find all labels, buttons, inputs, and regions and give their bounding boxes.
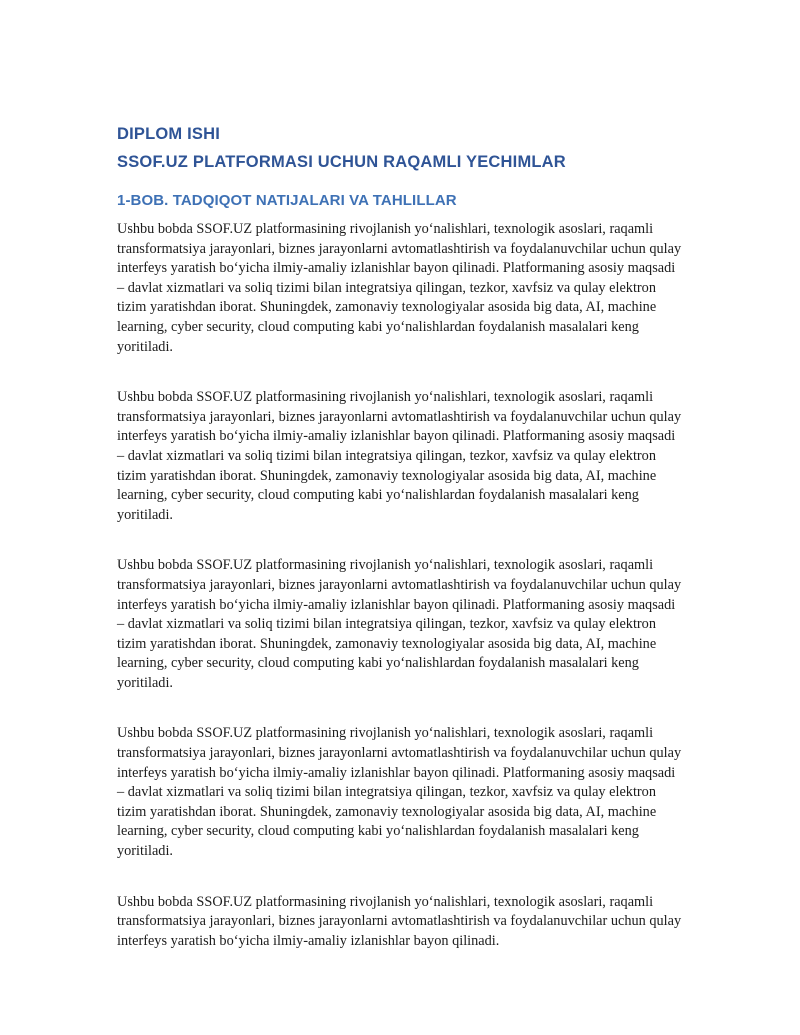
paragraph-2: Ushbu bobda SSOF.UZ platformasining rivojlanish yoʻnalishlari, texnologik asoslari, raqamli transformatsiya jarayonlari, biznes jarayonlarni avtomatlashtirish va foydalanuvchilar uchun qulay interfeys yaratish boʻyicha ilmiy-amaliy izlanishlar bayon qilinadi. Platformaning asosiy maqsadi – davlat xizmatlari va soliq tizimi bilan integratsiya qilingan, tezkor, xavfsiz va qulay elektron tizim yaratishdan iborat. Shuningdek, zamonaviy texnologiyalar asosida big data, AI, machine learning, cyber security, cloud computing kabi yoʻnalishlardan foydalanish masalalari keng yoritiladi.: [117, 389, 682, 523]
paragraph-5: Ushbu bobda SSOF.UZ platformasining rivojlanish yoʻnalishlari, texnologik asoslari, raqamli transformatsiya jarayonlari, biznes jarayonlarni avtomatlashtirish va foydalanuvchilar uchun qulay interfeys yaratish boʻyicha ilmiy-amaliy izlanishlar bayon qilinadi.: [117, 893, 682, 949]
section-heading-chapter-1: 1-BOB. TADQIQOT NATIJALARI VA TAHLILLAR: [117, 192, 457, 209]
paragraph-1: Ushbu bobda SSOF.UZ platformasining rivojlanish yoʻnalishlari, texnologik asoslari, raqamli transformatsiya jarayonlari, biznes jarayonlarni avtomatlashtirish va foydalanuvchilar uchun qulay interfeys yaratish boʻyicha ilmiy-amaliy izlanishlar bayon qilinadi. Platformaning asosiy maqsadi – davlat xizmatlari va soliq tizimi bilan integratsiya qilingan, tezkor, xavfsiz va qulay elektron tizim yaratishdan iborat. Shuningdek, zamonaviy texnologiyalar asosida big data, AI, machine learning, cyber security, cloud computing kabi yoʻnalishlardan foydalanish masalalari keng yoritiladi.: [117, 221, 682, 355]
paragraph-4: Ushbu bobda SSOF.UZ platformasining rivojlanish yoʻnalishlari, texnologik asoslari, raqamli transformatsiya jarayonlari, biznes jarayonlarni avtomatlashtirish va foydalanuvchilar uchun qulay interfeys yaratish boʻyicha ilmiy-amaliy izlanishlar bayon qilinadi. Platformaning asosiy maqsadi – davlat xizmatlari va soliq tizimi bilan integratsiya qilingan, tezkor, xavfsiz va qulay elektron tizim yaratishdan iborat. Shuningdek, zamonaviy texnologiyalar asosida big data, AI, machine learning, cyber security, cloud computing kabi yoʻnalishlardan foydalanish masalalari keng yoritiladi.: [117, 725, 682, 860]
title-line-2: SSOF.UZ PLATFORMASI UCHUN RAQAMLI YECHIMLAR: [117, 153, 566, 171]
document-title: [117, 120, 684, 176]
title-line-1: DIPLOM ISHI: [117, 125, 221, 143]
document-body: [117, 220, 684, 951]
paragraph-3: Ushbu bobda SSOF.UZ platformasining rivojlanish yoʻnalishlari, texnologik asoslari, raqamli transformatsiya jarayonlari, biznes jarayonlarni avtomatlashtirish va foydalanuvchilar uchun qulay interfeys yaratish boʻyicha ilmiy-amaliy izlanishlar bayon qilinadi. Platformaning asosiy maqsadi – davlat xizmatlari va soliq tizimi bilan integratsiya qilingan, tezkor, xavfsiz va qulay elektron tizim yaratishdan iborat. Shuningdek, zamonaviy texnologiyalar asosida big data, AI, machine learning, cyber security, cloud computing kabi yoʻnalishlardan foydalanish masalalari keng yoritiladi.: [117, 557, 682, 691]
